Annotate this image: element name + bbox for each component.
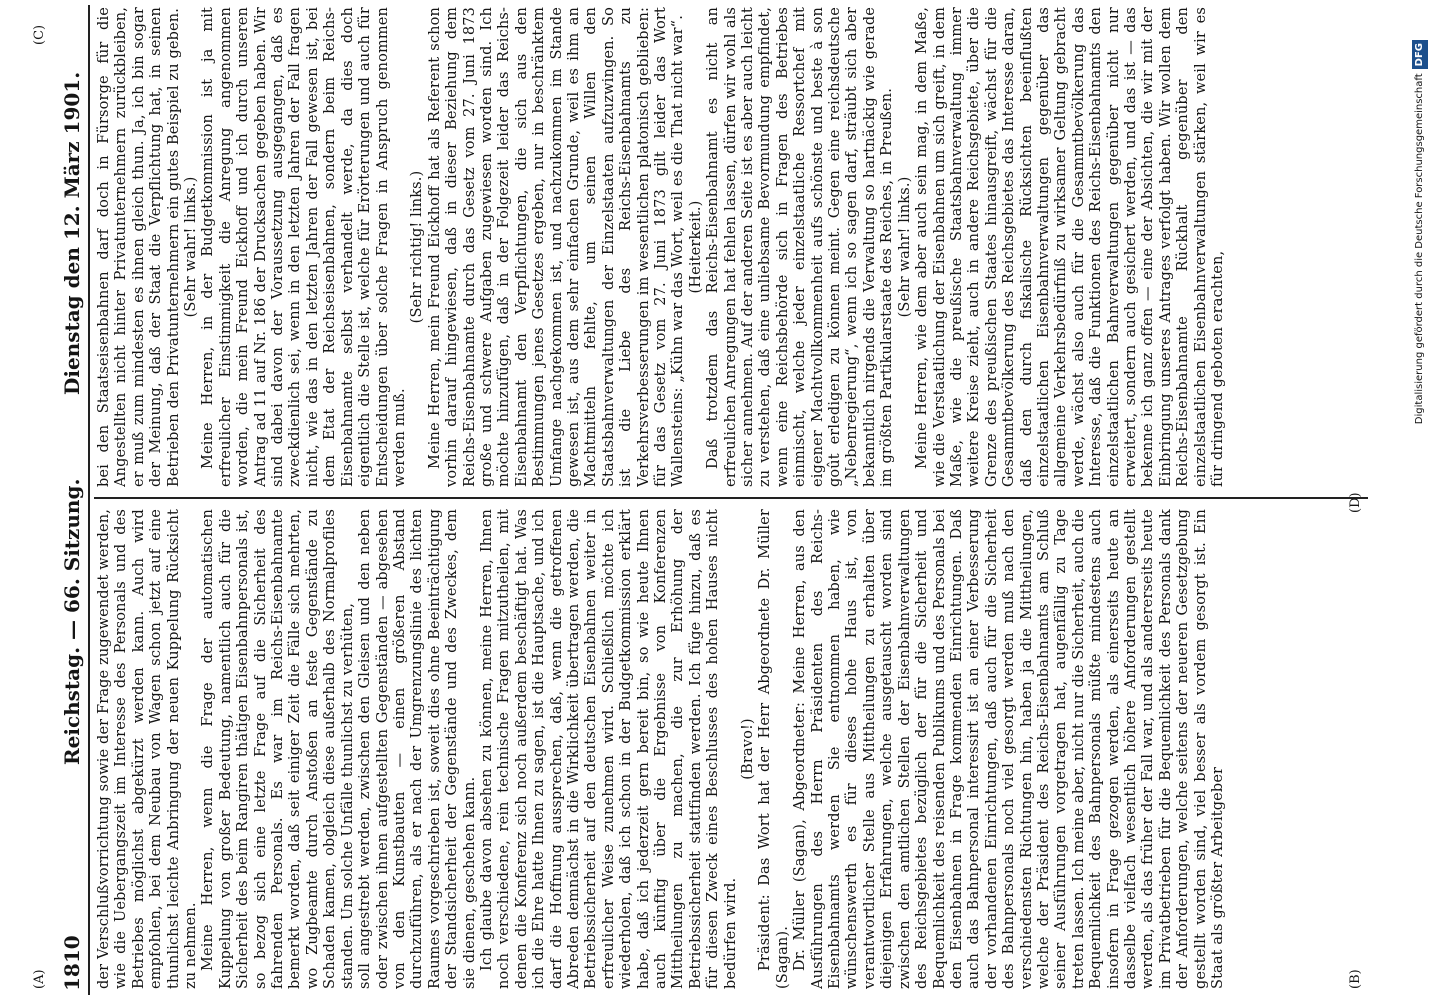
paragraph: Meine Herren, in der Budgetkommission ist ja mit erfreulicher Einstimmigkeit die Anregung angenommen worden, die mein Freund Eickhoff und ich durch unseren Antrag ad 11 auf Nr. 186 der Drucksachen gegeben haben. Wir sind dabei davon der Voraussetzung ausgegangen, daß es zweckdienlich sei, wenn in den letzten Jahren der Fall fragen nicht, wie das in den letzten Jahren der Fall gewesen ist, bei dem Etat der Reichseisenbahnen, sondern beim Reichs-Eisenbahnamte selbst verhandelt werde, da dies doch eigentlich die Stelle ist, welche für Erörterungen und auch für Entscheidungen über solche Fragen in Anspruch genommen werden muß. <box>200 7 408 487</box>
interjection: (Sehr wahr! links.) <box>896 176 913 318</box>
paragraph: bei den Staatseisenbahnen darf doch in Fürsorge für die Angestellten nicht hinter Privatunternehmern zurückbleiben, er muß zum mindesten es ihnen gleich thun. Ja, ich bin sogar der Meinung, daß der Staat die Verpflichtung hat, in seinen Betrieben den Privatunternehmern ein gutes Beispiel zu geben. <box>96 7 182 487</box>
paragraph: soll angestrebt werden, zwischen den Gleisen und den neben oder zwischen ihnen aufgestellten Gegenständen — abgesehen von den Kunstbauten — einen größeren Abstand durchzuführen, als er nach der Umgrenzungslinie des lichten Raumes vorgeschrieben ist, soweit dies ohne Beeinträchtigung der Standsicherheit der Gegenstände und des Zweckes, dem sie dienen, geschehen kann. <box>357 509 478 989</box>
left-column <box>96 509 1366 989</box>
paragraph: Meine Herren, wie dem aber auch sein mag, in dem Maße, wie die Verstaatlichung der Eisenbahnen um sich greift, in dem Maße, wie die preußische Staatsbahnverwaltung immer weitere Kreise zieht, auch in andere Reichsgebiete, über die Grenze des preußischen Staates hinausgreift, wächst für die Gesammtbevölkerung des Reichsgebietes das Interesse daran, daß den durch fiskalische Rücksichten beeinflußten einzelstaatlichen Eisenbahnverwaltungen gegenüber das allgemeine Verkehrsbedürfniß zu wirksamer Geltung gebracht werde, wächst also auch für die Gesammtbevölkerung das Interesse, daß die Funktionen des Reichs-Eisenbahnamts den einzelstaatlichen Bahnverwaltungen gegenüber nicht nur erweitert, sondern auch gesichert werden, und das ist — das bekenne ich ganz offen — eine der Absichten, die wir mit der Einbringung unseres Antrages verfolgt haben. Wir wollen dem Reichs-Eisenbahnamte Rückhalt gegenüber den einzelstaatlichen Eisenbahnverwaltungen stärken, weil wir es für dringend geboten erachten, <box>914 7 1226 487</box>
paragraph: Meine Herren, mein Freund Eickhoff hat als Referent schon vorhin darauf hingewiesen, daß in dieser Beziehung dem Reichs-Eisenbahnamte durch das Gesetz vom 27. Juni 1873 große und schwere Aufgaben zugewiesen worden sind. Ich möchte hinzufügen, daß in der Folgezeit leider das Reichs-Eisenbahnamt den Verpflichtungen, die sich aus den Bestimmungen jenes Gesetzes ergeben, nur in beschränktem Umfange nachgekommen ist, und nachzukommen im Stande gewesen ist, aus dem sehr einfachen Grunde, weil es ihm an Machtmitteln fehlte, um seinen Willen den Staatsbahnverwaltungen der Einzelstaaten aufzuzwingen. So ist die Liebe des Reichs-Eisenbahnamts zu Verkehrsverbesserungen im wesentlichen platonisch geblieben: für das Gesetz vom 27. Juni 1873 gilt leider das Wort Wallensteins: „Kühn war das Wort, weil es die That nicht war“. <box>426 7 687 487</box>
column-divider <box>94 497 1368 499</box>
page-number: 1810 <box>60 935 84 991</box>
margin-mark-b: (B) <box>1348 969 1363 989</box>
right-column <box>96 7 1366 487</box>
interjection: (Sehr richtig! links.) <box>409 170 426 324</box>
header-left-title: Reichstag. — 66. Sitzung. <box>60 478 84 765</box>
interjection: (Bravo!) <box>740 718 757 780</box>
paragraph: der Verschlußvorrichtung sowie der Frage zugewendet werden, wie die Uebergangszeit im Interesse des Personals und des Betriebes möglichst abgekürzt werden kann. Auch wird empfohlen, bei dem Neubau von Wagen schon jetzt auf eine thunlichst leichte Anbringung der neuen Kuppelung Rücksicht zu nehmen. <box>96 509 200 989</box>
page-header <box>54 5 88 995</box>
interjection: (Heiterkeit.) <box>687 200 704 294</box>
interjection: (Sehr wahr! links.) <box>183 176 200 318</box>
paragraph: Ich glaube davon absehen zu können, meine Herren, Ihnen noch verschiedene, rein technische Fragen mitzutheilen, mit denen die Konferenz sich noch außerdem beschäftigt hat. Was ich die Ehre hatte Ihnen zu sagen, ist die Hauptsache, und ich darf die Hoffnung aussprechen, daß, wenn die getroffenen Abreden demnächst in die Wirklichkeit übertragen werden, die Betriebssicherheit auf den deutschen Eisenbahnen weiter in erfreulicher Weise zunehmen wird. Schließlich möchte ich wiederholen, daß ich schon in der Budgetkommission erklärt habe, daß ich jederzeit gern bereit bin, so wie heute Ihnen auch künftig über die Ergebnisse von Konferenzen Mittheilungen zu machen, die zur Erhöhung der Betriebssicherheit stattfinden werden. Ich füge hinzu, daß es für diesen Zweck eines Beschlusses des hohen Hauses nicht bedürfen wird. <box>478 509 739 989</box>
digitization-text: Digitalisierung gefördert durch die Deutsche Forschungsgemeinschaft <box>1414 73 1425 425</box>
dfg-logo: DFG <box>1412 40 1428 69</box>
header-right-title: Dienstag den 12. März 1901. <box>60 71 84 395</box>
paragraph: Daß trotzdem das Reichs-Eisenbahnamt es nicht an erfreulichen Anregungen hat fehlen lassen, dürfen wir wohl als sicher annehmen. Auf der anderen Seite ist es aber auch leicht zu verstehen, daß eine unliebsame Bevormundung empfindet, wenn eine Reichsbehörde sich in Fragen des Betriebes einmischt, welche jeder einzelstaatliche Ressortchef mit eigener Machtvollkommenheit aufs schönste und beste à son goût erledigen zu können meint. Gegen eine reichsdeutsche „Nebenregierung“, wenn ich so sagen darf, sträubt sich aber bekanntlich nirgends die Verwaltung so hartnäckig wie gerade im größten Partikularstaate des Reiches, in Preußen. <box>705 7 896 487</box>
rotated-page <box>8 5 1368 995</box>
paragraph: Meine Herren, wenn die Frage der automatischen Kuppelung von großer Bedeutung, namentlich auch für die Sicherheit des beim Rangiren thätigen Eisenbahnpersonals ist, so bezog sich eine letzte Frage auf die Sicherheit des fahrenden Personals. Es war im Reichs-Eisenbahnamte bemerkt worden, daß seit einiger Zeit die Fälle sich mehrten, wo Zugbeamte durch Anstoßen an feste Gegenstände zu Schaden kamen, obgleich diese außerhalb des Normalprofiles standen. Um solche Unfälle thunlichst zu verhüten, <box>200 509 356 989</box>
margin-mark-c: (C) <box>32 24 47 45</box>
header-rule <box>88 5 90 995</box>
margin-mark-d: (D) <box>1348 492 1363 513</box>
digitization-note <box>1412 40 1428 690</box>
paragraph: Präsident: Das Wort hat der Herr Abgeordnete Dr. Müller (Sagan). <box>757 509 791 989</box>
paragraph: Dr. Müller (Sagan), Abgeordneter: Meine Herren, aus den Ausführungen des Herrn Präsidenten des Reichs-Eisenbahnamts werden Sie entnommen haben, wie wünschenswerth es für dieses hohe Haus ist, von verantwortlicher Stelle aus Mittheilungen zu erhalten über diejenigen Erfahrungen, welche ausgetauscht worden sind zwischen den amtlichen Stellen der Eisenbahnverwaltungen des Reichsgebietes bezüglich der für die Sicherheit und Bequemlichkeit des reisenden Publikums und des Personals bei den Eisenbahnen in Frage kommenden Einrichtungen. Daß auch das Bahnpersonal interessirt ist an einer Verbesserung der vorhandenen Einrichtungen, daß auch für die Sicherheit des Bahnpersonals noch viel gesorgt werden muß nach den verschiedensten Richtungen hin, haben ja die Mittheilungen, welche der Präsident des Reichs-Eisenbahnamts am Schluß seiner Ausführungen vorgetragen hat, augenfällig zu Tage treten lassen. Ich meine aber, nicht nur die Sicherheit, auch die Bequemlichkeit des Bahnpersonals müßte mindestens auch insofern in Frage gezogen werden, als einerseits heute an dasselbe vielfach wesentlich höhere Anforderungen gestellt werden, als das früher der Fall war, und als andererseits heute im Privatbetrieben für die Bequemlichkeit des Personals dank der Anforderungen, welche seitens der neueren Gesetzgebung gestellt worden sind, viel besser als vordem gesorgt ist. Ein Staat als größter Arbeitgeber <box>792 509 1226 989</box>
margin-mark-a: (A) <box>32 969 47 989</box>
